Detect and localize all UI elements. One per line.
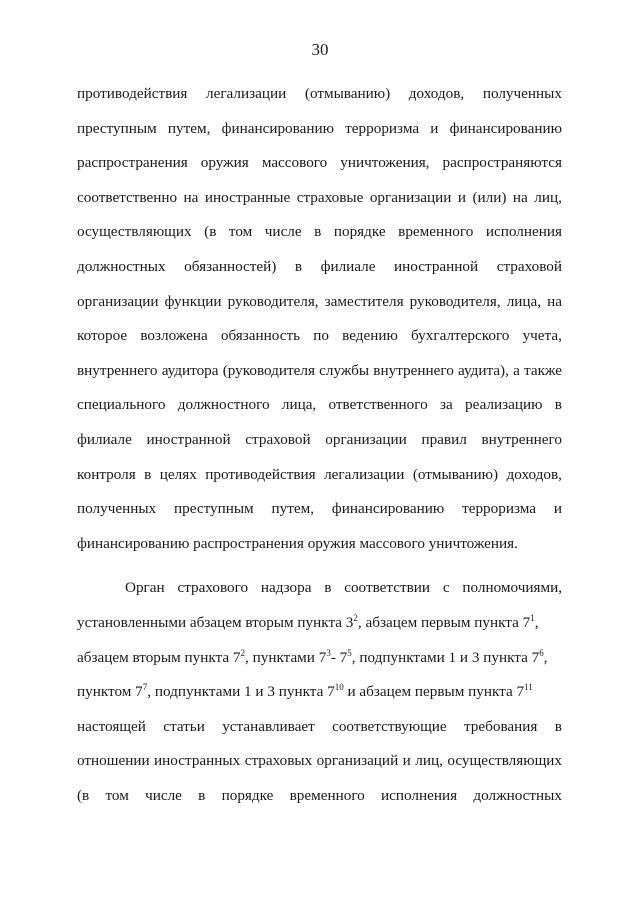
text-line <box>77 744 562 779</box>
word: в <box>314 223 322 241</box>
word: на <box>183 188 199 206</box>
word: иностранных <box>154 752 241 770</box>
text-line <box>77 710 562 745</box>
word: по <box>313 327 329 345</box>
word: организаций <box>316 752 399 770</box>
word: организации <box>325 430 407 448</box>
text-line <box>77 319 562 354</box>
word: путем, <box>167 119 211 137</box>
word: легализации <box>324 465 405 483</box>
word: исполнения <box>485 223 562 241</box>
word: порядке <box>333 223 386 241</box>
text-line <box>77 181 562 216</box>
paragraph-2-line-4 <box>77 675 562 710</box>
word: филиале <box>77 430 132 448</box>
word: должностных <box>473 786 562 804</box>
word: бухгалтерского <box>411 327 510 345</box>
text-line <box>77 354 562 389</box>
word: лиц, <box>534 188 562 206</box>
word: руководителя, <box>409 292 501 310</box>
word: обязанностей) <box>184 257 277 275</box>
text-line <box>77 388 562 423</box>
word: учета, <box>522 327 562 345</box>
word: (отмыванию) <box>412 465 499 483</box>
word: том <box>105 786 129 804</box>
word: полномочиями, <box>462 579 562 597</box>
word: которое <box>77 327 128 345</box>
page-number: 30 <box>311 40 329 59</box>
word: полученных <box>482 85 562 102</box>
word: функции <box>164 292 222 310</box>
word: соответствии <box>344 579 431 597</box>
word: страховой <box>245 430 311 448</box>
word: противодействия <box>77 85 188 102</box>
word: отношении <box>77 752 150 770</box>
paragraph-1-last-line: финансированию распространения оружия массового уничтожения. <box>77 534 518 552</box>
word: за <box>440 396 453 414</box>
word: исполнения <box>381 786 458 804</box>
word: числе <box>145 786 182 804</box>
paragraph-2-line-3 <box>77 641 562 676</box>
word: полученных <box>77 500 157 518</box>
word: в <box>198 786 206 804</box>
word: аудитора <box>161 361 219 379</box>
word: финансированию <box>221 119 334 137</box>
word: терроризма <box>345 119 420 137</box>
word: (или) <box>472 188 507 206</box>
word: финансированию <box>449 119 562 137</box>
paragraph-1 <box>77 77 562 527</box>
word: распространения <box>77 154 188 172</box>
text-line <box>77 77 562 112</box>
word: в <box>294 257 303 275</box>
paragraph-2 <box>77 571 562 813</box>
word: (в <box>204 223 217 241</box>
text-line <box>77 458 562 493</box>
word: руководителя, <box>227 292 319 310</box>
word: противодействия <box>205 465 316 483</box>
word: филиале <box>320 257 376 275</box>
word: на <box>512 188 528 206</box>
word: ведению <box>342 327 398 345</box>
word: легализации <box>206 85 287 102</box>
word: статьи <box>163 717 205 735</box>
word: (руководителя <box>222 361 315 379</box>
word: в <box>144 465 152 483</box>
word: страховой <box>496 257 562 275</box>
word: числе <box>264 223 302 241</box>
text-line <box>77 423 562 458</box>
word: осуществляющих <box>77 223 192 241</box>
word: страховые <box>296 188 364 206</box>
word: аудита), <box>457 361 509 379</box>
word: внутреннего <box>481 430 562 448</box>
word: внутреннего <box>373 361 454 379</box>
word: распространяются <box>442 154 562 172</box>
word: специального <box>77 396 166 414</box>
word: том <box>228 223 253 241</box>
word: реализацию <box>465 396 543 414</box>
word: Орган <box>125 579 165 597</box>
word: настоящей <box>77 717 146 735</box>
word: в <box>324 579 332 597</box>
word: терроризма <box>462 500 536 518</box>
word: лица, <box>281 396 317 414</box>
word: и <box>553 500 562 518</box>
paragraph-2-line-2 <box>77 606 562 641</box>
text-line <box>77 146 562 181</box>
text-line <box>77 215 562 250</box>
paragraph-gap <box>77 561 562 571</box>
word: иностранные <box>204 188 291 206</box>
paragraph-2-line-1 <box>77 571 562 606</box>
word: уничтожения, <box>340 154 430 172</box>
word: массового <box>261 154 328 172</box>
word: иностранной <box>146 430 231 448</box>
word: в <box>554 717 562 735</box>
word: устанавливает <box>222 717 315 735</box>
word: (в <box>77 786 90 804</box>
word: на <box>547 292 562 310</box>
word: соответствующие <box>332 717 447 735</box>
word: соответственно <box>77 188 178 206</box>
word: службы <box>319 361 370 379</box>
text-run: абзацем вторым пункта $7^2$, пунктами $7^3-$ $7^5$, подпунктами 1 и 3 пункта $7^6$, <box>77 647 548 666</box>
word: с <box>442 579 450 597</box>
word: заместителя <box>324 292 404 310</box>
word: преступным <box>77 119 157 137</box>
word: доходов, <box>408 85 465 102</box>
word: оружия <box>200 154 249 172</box>
word: временного <box>289 786 365 804</box>
word: порядке <box>221 786 274 804</box>
paragraph-2-remaining-lines <box>77 710 562 814</box>
word: должностного <box>177 396 270 414</box>
word: требования <box>463 717 538 735</box>
word: должностных <box>77 257 166 275</box>
text-run: пунктом $7^7$, подпунктами 1 и 3 пункта $7^{10}$ и абзацем первым пункта $7^{11}$ <box>77 682 533 701</box>
word: финансированию <box>331 500 445 518</box>
word: страховых <box>244 752 313 770</box>
text-line <box>77 250 562 285</box>
word: организации <box>77 292 159 310</box>
document-body <box>77 77 562 813</box>
word: в <box>554 396 562 414</box>
word: и <box>457 188 466 206</box>
word: целях <box>159 465 197 483</box>
word: обязанность <box>220 327 301 345</box>
text-line <box>77 285 562 320</box>
word: ответственного <box>328 396 428 414</box>
text-run: установленными абзацем вторым пункта $3^2$, абзацем первым пункта $7^1$, <box>77 612 539 631</box>
word: доходов, <box>506 465 562 483</box>
word: путем, <box>271 500 315 518</box>
word: правил <box>421 430 467 448</box>
text-line <box>77 779 562 814</box>
word: (отмыванию) <box>304 85 391 102</box>
word: а <box>513 361 520 379</box>
word: возложена <box>140 327 208 345</box>
word: внутреннего <box>77 361 158 379</box>
word: и <box>402 752 411 770</box>
word: лиц, <box>415 752 443 770</box>
word: надзора <box>260 579 312 597</box>
word: и <box>430 119 439 137</box>
word: временного <box>398 223 474 241</box>
word: контроля <box>77 465 136 483</box>
text-line <box>77 492 562 527</box>
text-line <box>77 112 562 147</box>
word: лица, <box>506 292 542 310</box>
word: иностранной <box>394 257 479 275</box>
word: страхового <box>177 579 249 597</box>
word: организации <box>369 188 452 206</box>
word: преступным <box>173 500 254 518</box>
word: также <box>524 361 562 379</box>
word: осуществляющих <box>447 752 562 770</box>
